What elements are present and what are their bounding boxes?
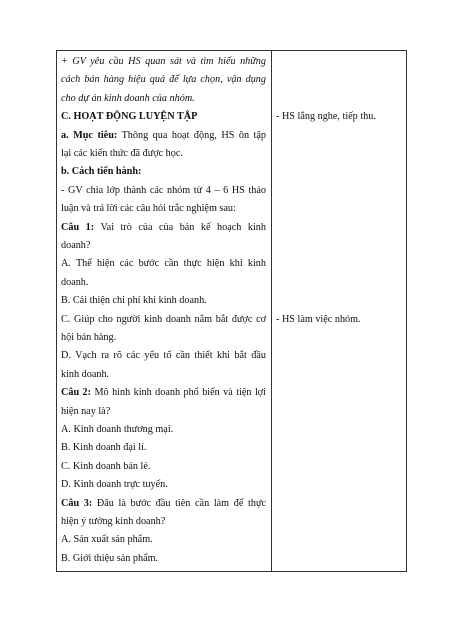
text-line (61, 313, 266, 327)
text-line (61, 147, 183, 161)
text-line (61, 55, 266, 69)
lesson-table (56, 50, 407, 572)
line-text: A. Kinh doanh thương mại. (61, 424, 174, 435)
text-line (61, 165, 141, 179)
line-text: kinh doanh. (61, 368, 110, 380)
text-line (61, 441, 146, 455)
text-line (61, 478, 168, 492)
line-text: b. Cách tiến hành: (61, 166, 142, 178)
text-line (61, 221, 266, 235)
text-line (61, 533, 153, 547)
line-text: doanh. (61, 276, 89, 288)
line-text: Đâu là bước đầu tiên cần làm để thực (92, 497, 266, 509)
line-text: Thông qua hoạt động, HS ôn tập (117, 129, 266, 141)
text-line (61, 257, 266, 271)
line-text: C. HOẠT ĐỘNG LUYỆN TẬP (61, 111, 198, 123)
text-line (61, 386, 266, 400)
bold-label: Câu 3: (61, 497, 93, 509)
line-text: lại các kiến thức đã được học. (61, 148, 183, 159)
student-activity-text: - HS lắng nghe, tiếp thu. (276, 111, 376, 123)
text-line (61, 515, 165, 529)
text-line (61, 331, 116, 345)
text-line (61, 497, 266, 511)
line-text: cho dự án kinh doanh của nhóm. (61, 92, 195, 104)
student-activity-column (272, 51, 406, 571)
text-line (61, 202, 236, 216)
text-line (61, 294, 207, 308)
teacher-activity-column (57, 51, 271, 571)
line-text: + GV yêu cầu HS quan sát và tìm hiểu những (61, 56, 266, 67)
text-line (61, 184, 266, 198)
text-line (61, 276, 88, 290)
line-text: B. Cải thiện chi phí khi kinh doanh. (61, 295, 207, 307)
line-text: - GV chia lớp thành các nhóm từ 4 – 6 HS thảo (61, 184, 266, 196)
text-line (61, 460, 150, 474)
line-text: hiện ý tưởng kinh doanh? (61, 516, 166, 527)
text-line (61, 110, 197, 124)
student-activity-cell (272, 51, 407, 572)
line-text: D. Kinh doanh trực tuyến. (61, 479, 168, 491)
line-text: cách bán hàng hiệu quả để lựa chọn, vận dụng (61, 74, 266, 86)
text-line (61, 129, 266, 143)
text-line (61, 423, 173, 437)
line-text: luận và trả lời các câu hỏi trắc nghiệm sau: (61, 203, 236, 215)
line-text: hiện nay là? (61, 405, 111, 417)
line-text: B. Kinh doanh đại lí. (61, 442, 147, 454)
bold-label: Câu 2: (61, 387, 92, 399)
line-text: A. Sản xuất sản phẩm. (61, 534, 153, 546)
line-text: C. Kinh doanh bán lẻ. (61, 460, 151, 472)
text-line (61, 349, 266, 363)
line-text: B. Giới thiệu sản phẩm. (61, 552, 159, 564)
table-row (57, 51, 407, 572)
text-line (61, 92, 195, 106)
bold-label: a. Mục tiêu: (61, 129, 118, 141)
text-line (61, 73, 266, 87)
line-text: doanh? (61, 240, 91, 251)
text-line (61, 368, 109, 382)
student-activity-text: - HS làm việc nhóm. (276, 313, 361, 325)
line-text: C. Giúp cho người kinh doanh nắm bắt được cơ (61, 313, 266, 325)
line-text: A. Thể hiện các bước cần thực hiện khi kinh (61, 258, 266, 270)
line-text: hội bán hàng. (61, 332, 117, 343)
text-line (61, 239, 90, 253)
text-line (61, 405, 110, 419)
text-line (61, 552, 158, 566)
line-text: Vai trò của của bản kế hoạch kinh (94, 221, 266, 233)
line-text: Mô hình kinh doanh phổ biến và tiện lợi (91, 387, 266, 399)
bold-label: Câu 1: (61, 221, 95, 233)
line-text: D. Vạch ra rõ các yếu tố cần thiết khi bắt đầu (61, 350, 266, 362)
teacher-activity-cell (57, 51, 272, 572)
